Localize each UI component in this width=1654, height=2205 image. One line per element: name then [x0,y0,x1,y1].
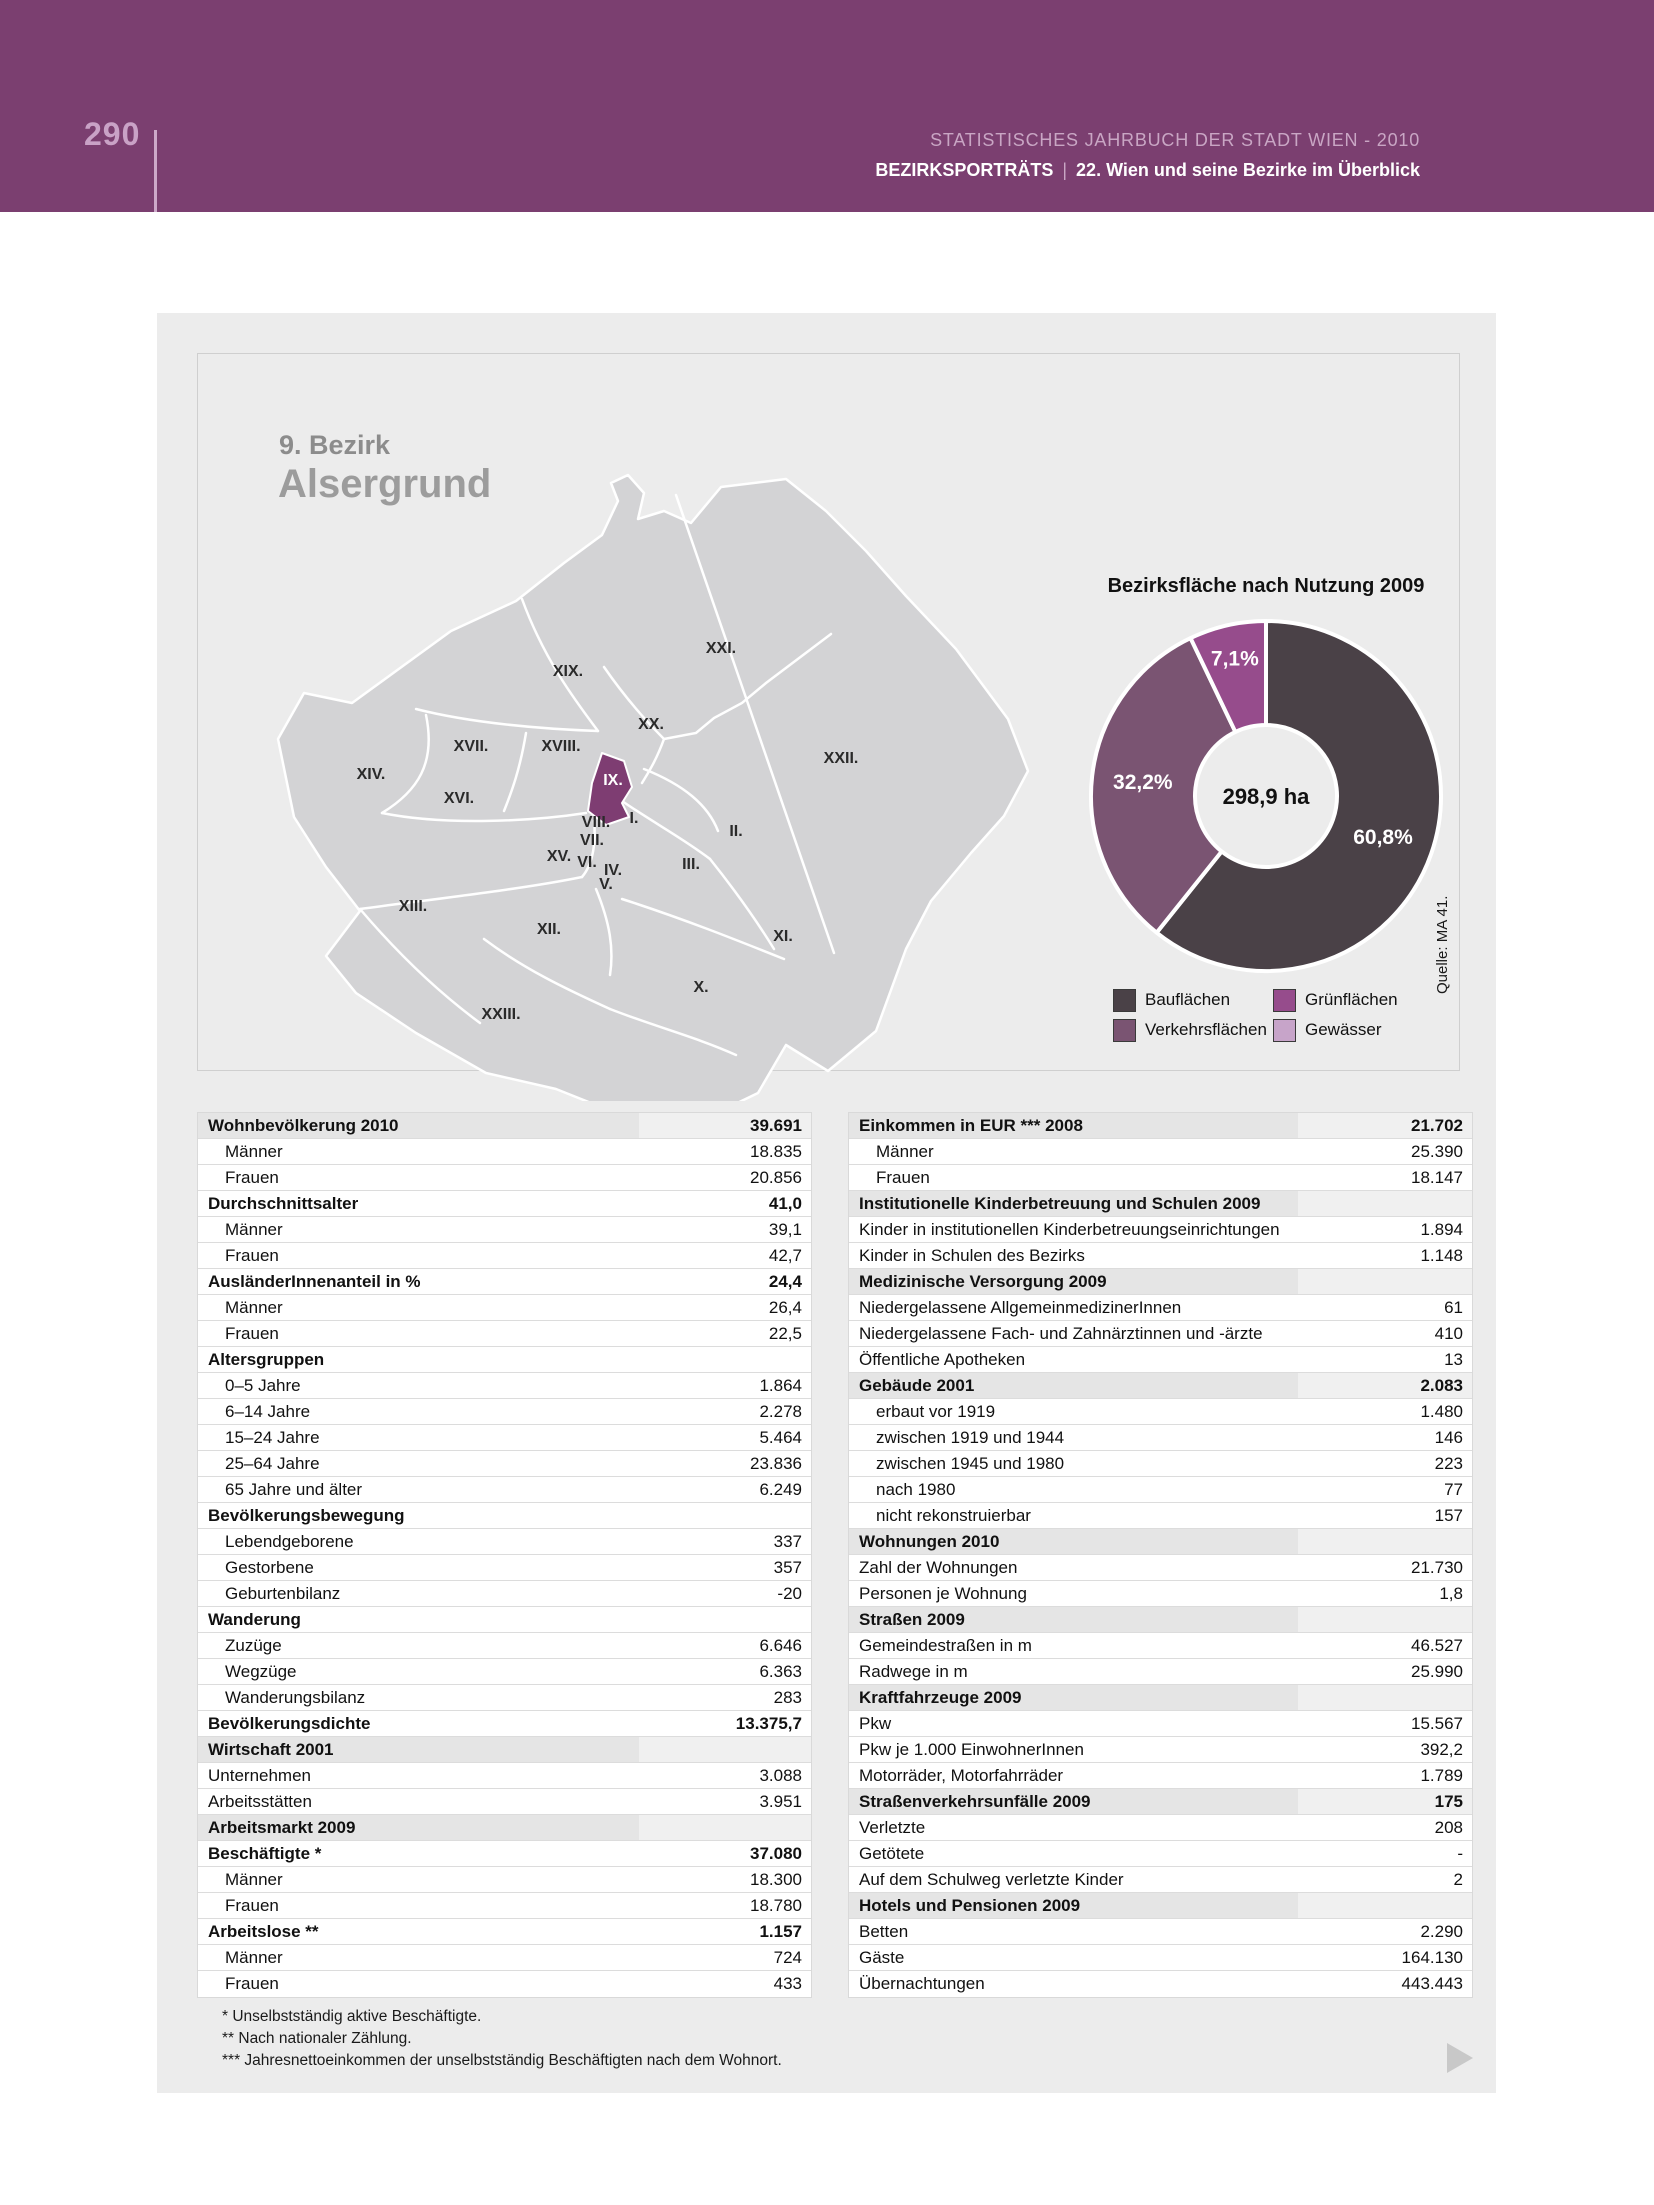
stats-table-left [197,1112,812,1998]
district-label: XIV. [356,766,386,783]
legend-swatch [1273,1019,1296,1042]
row-value: 41,0 [768,1194,802,1213]
table-row [198,1867,811,1893]
chart-title: Bezirksfläche nach Nutzung 2009 [1107,575,1425,597]
table-row [198,1139,811,1165]
row-value: 39,1 [768,1220,802,1239]
row-label: Beschäftigte * [208,1844,322,1863]
table-row [198,1217,811,1243]
row-label: nach 1980 [876,1480,956,1499]
section-title: BEZIRKSPORTRÄTS [875,160,1054,180]
row-value [1298,1685,1472,1710]
map-chart-panel [197,353,1460,1071]
row-value: 22,5 [768,1324,802,1343]
page-header [0,0,1654,212]
district-label: XVI. [443,790,475,807]
row-label: Frauen [225,1974,279,1993]
chart-source: Quelle: MA 41. [1434,895,1451,994]
row-value: 46.527 [1410,1636,1463,1655]
legend-item [1113,1019,1273,1042]
stats-table-right [848,1112,1473,1998]
row-label: Geburtenbilanz [225,1584,341,1603]
row-value: 392,2 [1420,1740,1463,1759]
table-row [849,1347,1472,1373]
table-row [849,1165,1472,1191]
district-label: XI. [773,928,793,945]
row-value: 39.691 [639,1113,811,1138]
table-row [849,1295,1472,1321]
legend-label: Bauflächen [1145,990,1231,1009]
table-row [849,1243,1472,1269]
table-row [849,1711,1472,1737]
table-row [849,1425,1472,1451]
row-value: 6.646 [759,1636,802,1655]
row-value: 26,4 [768,1298,802,1317]
table-row [198,1659,811,1685]
row-value: 13.375,7 [735,1714,802,1733]
row-label: Auf dem Schulweg verletzte Kinder [859,1870,1124,1889]
row-value: 1.157 [759,1922,802,1941]
title-separator: | [1062,160,1068,180]
row-value: 164.130 [1401,1948,1463,1967]
row-value: 18.835 [749,1142,802,1161]
row-label: Bevölkerungsdichte [208,1714,371,1733]
footnote-line: ** Nach nationaler Zählung. [222,2030,412,2047]
table-row [198,1399,811,1425]
row-value [1298,1529,1472,1554]
row-label: Unternehmen [208,1766,312,1785]
table-row [849,1737,1472,1763]
legend-item [1273,1019,1453,1042]
row-value: 6.249 [759,1480,802,1499]
table-row [198,1477,811,1503]
district-label: VI. [577,854,597,871]
row-label: Gestorbene [225,1558,314,1577]
row-value [639,1607,811,1632]
row-value: 18.147 [1410,1168,1463,1187]
row-label: Wirtschaft 2001 [198,1737,639,1762]
table-row [849,1321,1472,1347]
table-row [198,1191,811,1217]
table-row [849,1451,1472,1477]
table-row [198,1451,811,1477]
legend-label: Gewässer [1305,1020,1382,1039]
vienna-district-map [266,471,1056,1101]
row-label: Kraftfahrzeuge 2009 [849,1685,1298,1710]
row-label: zwischen 1945 und 1980 [876,1454,1065,1473]
row-value: 146 [1434,1428,1463,1447]
table-row [198,1503,811,1529]
footnotes [222,2006,782,2072]
row-value: 337 [773,1532,802,1551]
table-row [849,1503,1472,1529]
row-value: 2.278 [759,1402,802,1421]
district-card [157,313,1496,2093]
row-label: Wegzüge [225,1662,297,1681]
district-label: VII. [579,832,605,849]
row-value: 1.148 [1420,1246,1463,1265]
row-label: Frauen [876,1168,930,1187]
donut-slice-value: 7,1% [1210,647,1259,671]
legend-item [1273,989,1453,1012]
row-value [1298,1191,1472,1216]
row-label: Frauen [225,1324,279,1343]
row-label: AusländerInnenanteil in % [208,1272,421,1291]
table-row [849,1893,1472,1919]
row-label: Institutionelle Kinderbetreuung und Schulen 2009 [849,1191,1298,1216]
table-row [849,1867,1472,1893]
row-label: Übernachtungen [859,1974,985,1993]
row-value: 410 [1434,1324,1463,1343]
table-row [849,1971,1472,1997]
row-label: Straßen 2009 [849,1607,1298,1632]
table-row [198,1841,811,1867]
table-row [849,1945,1472,1971]
table-row [198,1685,811,1711]
row-value: 15.567 [1410,1714,1463,1733]
row-label: Wohnungen 2010 [849,1529,1298,1554]
row-label: Frauen [225,1896,279,1915]
row-value: 42,7 [768,1246,802,1265]
row-label: Männer [225,1220,283,1239]
table-row [849,1477,1472,1503]
table-row [198,1113,811,1139]
district-label: III. [682,856,700,873]
district-label: VIII. [581,814,611,831]
row-label: Wanderung [208,1610,301,1629]
header-divider [154,130,157,212]
table-row [198,1763,811,1789]
row-label: Gebäude 2001 [849,1373,1298,1398]
row-value: 21.730 [1410,1558,1463,1577]
row-value: 357 [773,1558,802,1577]
row-label: 0–5 Jahre [225,1376,301,1395]
row-value [1298,1269,1472,1294]
table-row [849,1815,1472,1841]
table-row [849,1789,1472,1815]
row-label: Radwege in m [859,1662,968,1681]
row-label: Hotels und Pensionen 2009 [849,1893,1298,1918]
row-value [1298,1607,1472,1632]
table-row [849,1399,1472,1425]
district-label: XVII. [453,738,489,755]
row-label: Straßenverkehrsunfälle 2009 [849,1789,1298,1814]
row-label: Bevölkerungsbewegung [208,1506,405,1525]
row-value: 25.990 [1410,1662,1463,1681]
row-label: Betten [859,1922,909,1941]
row-label: Zuzüge [225,1636,282,1655]
row-value [639,1737,811,1762]
row-value: 724 [773,1948,802,1967]
district-label: IV. [603,862,623,879]
row-label: Gäste [859,1948,905,1967]
row-label: Frauen [225,1168,279,1187]
table-row [198,1607,811,1633]
row-label: Pkw [859,1714,892,1733]
row-value: 23.836 [749,1454,802,1473]
row-value: 2.083 [1298,1373,1472,1398]
table-row [849,1139,1472,1165]
row-label: 65 Jahre und älter [225,1480,363,1499]
row-value: 1.864 [759,1376,802,1395]
legend-label: Grünflächen [1305,990,1398,1009]
row-value: 208 [1434,1818,1463,1837]
row-value: 1.789 [1420,1766,1463,1785]
row-value: 21.702 [1298,1113,1472,1138]
legend-swatch [1113,1019,1136,1042]
row-label: Männer [225,1870,283,1889]
row-label: Arbeitslose ** [208,1922,319,1941]
row-label: Niedergelassene AllgemeinmedizinerInnen [859,1298,1182,1317]
table-row [849,1581,1472,1607]
row-value: 3.088 [759,1766,802,1785]
table-row [849,1919,1472,1945]
row-value: 1,8 [1439,1584,1463,1603]
row-label: 25–64 Jahre [225,1454,320,1473]
row-label: Männer [225,1142,283,1161]
footnote-line: * Unselbstständig aktive Beschäftigte. [222,2008,482,2025]
table-row [198,1269,811,1295]
table-row [849,1633,1472,1659]
row-label: 6–14 Jahre [225,1402,311,1421]
table-row [849,1529,1472,1555]
table-row [198,1737,811,1763]
legend-item [1113,989,1273,1012]
table-row [849,1607,1472,1633]
table-row [198,1789,811,1815]
table-row [198,1321,811,1347]
row-value: 157 [1434,1506,1463,1525]
row-value [639,1815,811,1840]
district-kicker: 9. Bezirk [279,430,391,460]
row-label: Medizinische Versorgung 2009 [849,1269,1298,1294]
row-value: 13 [1444,1350,1463,1369]
table-row [849,1659,1472,1685]
table-row [849,1841,1472,1867]
row-value [1298,1893,1472,1918]
table-row [198,1893,811,1919]
row-value [639,1347,811,1372]
row-value: 223 [1434,1454,1463,1473]
chart-legend [1113,985,1453,1045]
row-label: Öffentliche Apotheken [859,1350,1026,1369]
row-label: nicht rekonstruierbar [876,1506,1031,1525]
row-label: Pkw je 1.000 EinwohnerInnen [859,1740,1084,1759]
row-value: 1.480 [1420,1402,1463,1421]
row-value: 2 [1453,1870,1463,1889]
journal-title: STATISTISCHES JAHRBUCH DER STADT WIEN - 2010 [930,130,1420,150]
row-value: 433 [773,1974,802,1993]
table-row [849,1555,1472,1581]
row-label: Personen je Wohnung [859,1584,1027,1603]
table-row [198,1633,811,1659]
vienna-outline [278,475,1028,1101]
table-row [198,1555,811,1581]
row-label: zwischen 1919 und 1944 [876,1428,1065,1447]
row-label: Wanderungsbilanz [225,1688,366,1707]
legend-swatch [1113,989,1136,1012]
row-label: Arbeitsmarkt 2009 [198,1815,639,1840]
page-number: 290 [84,116,141,152]
row-value: 283 [773,1688,802,1707]
district-label: XII. [536,921,562,938]
row-label: Männer [225,1948,283,1967]
district-label: XXIII. [481,1006,521,1023]
district-label: XV. [546,848,572,865]
table-row [198,1243,811,1269]
row-value: -20 [777,1584,802,1603]
chapter-line [875,160,1420,181]
legend-swatch [1273,989,1296,1012]
row-value: 61 [1444,1298,1463,1317]
row-label: Wohnbevölkerung 2010 [198,1113,639,1138]
row-value: - [1457,1844,1463,1863]
row-label: Getötete [859,1844,925,1863]
district-label: XVIII. [541,738,581,755]
table-row [198,1815,811,1841]
row-label: Motorräder, Motorfahrräder [859,1766,1064,1785]
land-use-donut-chart [1088,618,1444,974]
row-value: 3.951 [759,1792,802,1811]
donut-slice-value: 60,8% [1353,826,1413,850]
row-label: Niedergelassene Fach- und Zahnärztinnen und -ärzte [859,1324,1263,1343]
district-label: II. [729,823,743,840]
row-value: 77 [1444,1480,1463,1499]
table-row [198,1347,811,1373]
table-row [849,1763,1472,1789]
row-value: 25.390 [1410,1142,1463,1161]
row-label: Frauen [225,1246,279,1265]
district-name: Alsergrund [278,462,492,506]
table-row [849,1191,1472,1217]
row-label: Einkommen in EUR *** 2008 [849,1113,1298,1138]
table-row [198,1919,811,1945]
row-value: 24,4 [768,1272,802,1291]
row-label: Kinder in institutionellen Kinderbetreuungseinrichtungen [859,1220,1280,1239]
row-value: 5.464 [759,1428,802,1447]
row-label: Männer [876,1142,934,1161]
footnote-line: *** Jahresnettoeinkommen der unselbstständig Beschäftigten nach dem Wohnort. [222,2052,782,2069]
chapter-title: 22. Wien und seine Bezirke im Überblick [1076,160,1420,180]
table-row [198,1711,811,1737]
district-label: XIX. [552,663,584,680]
row-label: Kinder in Schulen des Bezirks [859,1246,1085,1265]
row-label: erbaut vor 1919 [876,1402,996,1421]
row-value: 1.894 [1420,1220,1463,1239]
table-row [198,1971,811,1997]
row-label: Männer [225,1298,283,1317]
row-label: Lebendgeborene [225,1532,354,1551]
table-row [849,1685,1472,1711]
table-row [198,1529,811,1555]
row-label: Zahl der Wohnungen [859,1558,1018,1577]
district-label: I. [629,810,639,827]
table-row [198,1425,811,1451]
next-page-arrow [1447,2043,1473,2073]
row-label: Durchschnittsalter [208,1194,359,1213]
row-value [639,1503,811,1528]
table-row [198,1295,811,1321]
row-value: 18.300 [749,1870,802,1889]
row-label: Gemeindestraßen in m [859,1636,1032,1655]
row-value: 18.780 [749,1896,802,1915]
donut-slice-value: 32,2% [1113,770,1173,794]
table-row [198,1945,811,1971]
table-row [849,1113,1472,1139]
district-label: XX. [638,716,664,733]
row-value: 20.856 [749,1168,802,1187]
row-value: 175 [1298,1789,1472,1814]
row-label: Altersgruppen [208,1350,325,1369]
district-label: XXI. [705,640,737,657]
row-label: Arbeitsstätten [208,1792,312,1811]
row-label: 15–24 Jahre [225,1428,320,1447]
district-label-ix: IX. [603,772,623,789]
district-label: X. [693,979,709,996]
table-row [849,1217,1472,1243]
table-row [849,1373,1472,1399]
table-row [198,1165,811,1191]
row-label: Verletzte [859,1818,926,1837]
table-row [849,1269,1472,1295]
table-row [198,1373,811,1399]
district-label: XIII. [398,898,428,915]
row-value: 6.363 [759,1662,802,1681]
legend-label: Verkehrsflächen [1145,1020,1267,1039]
row-value: 37.080 [749,1844,802,1863]
district-label: XXII. [823,750,859,767]
donut-center-label: 298,9 ha [1222,784,1310,809]
district-label: V. [599,876,613,893]
row-value: 2.290 [1420,1922,1463,1941]
table-row [198,1581,811,1607]
row-value: 443.443 [1401,1974,1463,1993]
